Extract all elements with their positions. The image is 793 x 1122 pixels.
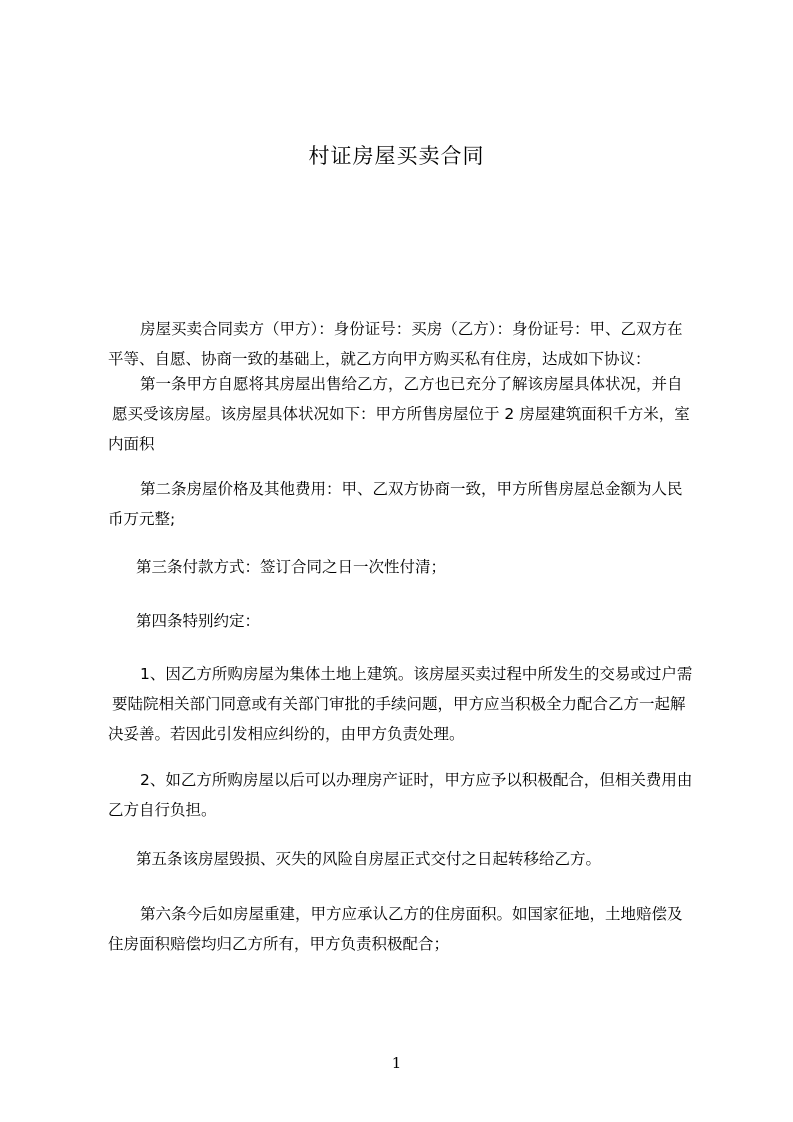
paragraph-clause-2 bbox=[108, 765, 692, 825]
paragraph-line: 第四条特别约定： bbox=[136, 612, 261, 630]
paragraph-line: 第一条甲方自愿将其房屋出售给乙方，乙方也已充分了解该房屋具体状况，并自 bbox=[140, 375, 683, 393]
paragraph-article-2 bbox=[108, 474, 683, 534]
paragraph-article-3 bbox=[108, 552, 446, 582]
paragraph-line: 第五条该房屋毁损、灭失的风险自房屋正式交付之日起转移给乙方。 bbox=[136, 850, 602, 868]
paragraph-line: 决妥善。若因此引发相应纠纷的，由甲方负责处理。 bbox=[108, 725, 465, 743]
document-title: 村证房屋买卖合同 bbox=[308, 144, 485, 168]
paragraph-line: 1、因乙方所购房屋为集体土地上建筑。该房屋买卖过程中所发生的交易或过户需 bbox=[140, 665, 693, 683]
paragraph-line: 愿买受该房屋。该房屋具体状况如下：甲方所售房屋位于 2 房屋建筑面积千方米，室 bbox=[112, 405, 690, 423]
paragraph-clause-1 bbox=[108, 659, 692, 749]
paragraph-line: 房屋买卖合同卖方（甲方）：身份证号：买房（乙方）：身份证号：甲、乙双方在 bbox=[140, 320, 683, 338]
page-number: 1 bbox=[391, 1054, 402, 1072]
paragraph-line: 币万元整; bbox=[108, 510, 176, 528]
paragraph-line: 第六条今后如房屋重建，甲方应承认乙方的住房面积。如国家征地，土地赔偿及 bbox=[140, 905, 683, 923]
paragraph-line: 内面积 bbox=[108, 435, 155, 453]
paragraph-line: 第三条付款方式：签订合同之日一次性付清； bbox=[136, 558, 447, 576]
paragraph-article-5 bbox=[108, 844, 601, 874]
paragraph-article-4 bbox=[108, 606, 260, 636]
paragraph-parties bbox=[108, 314, 683, 374]
paragraph-line: 要陆院相关部门同意或有关部门审批的手续问题，甲方应当积极全力配合乙方一起解 bbox=[112, 695, 686, 713]
paragraph-line: 乙方自行负担。 bbox=[108, 801, 217, 819]
paragraph-line: 第二条房屋价格及其他费用：甲、乙双方协商一致，甲方所售房屋总金额为人民 bbox=[140, 480, 683, 498]
paragraph-line: 平等、自愿、协商一致的基础上，就乙方向甲方购买私有住房，达成如下协议： bbox=[108, 350, 651, 368]
paragraph-article-6 bbox=[108, 899, 683, 959]
paragraph-line: 住房面积赔偿均归乙方所有，甲方负责积极配合； bbox=[108, 935, 450, 953]
paragraph-line: 2、如乙方所购房屋以后可以办理房产证时，甲方应予以积极配合，但相关费用由 bbox=[140, 771, 693, 789]
paragraph-article-1 bbox=[108, 369, 690, 459]
